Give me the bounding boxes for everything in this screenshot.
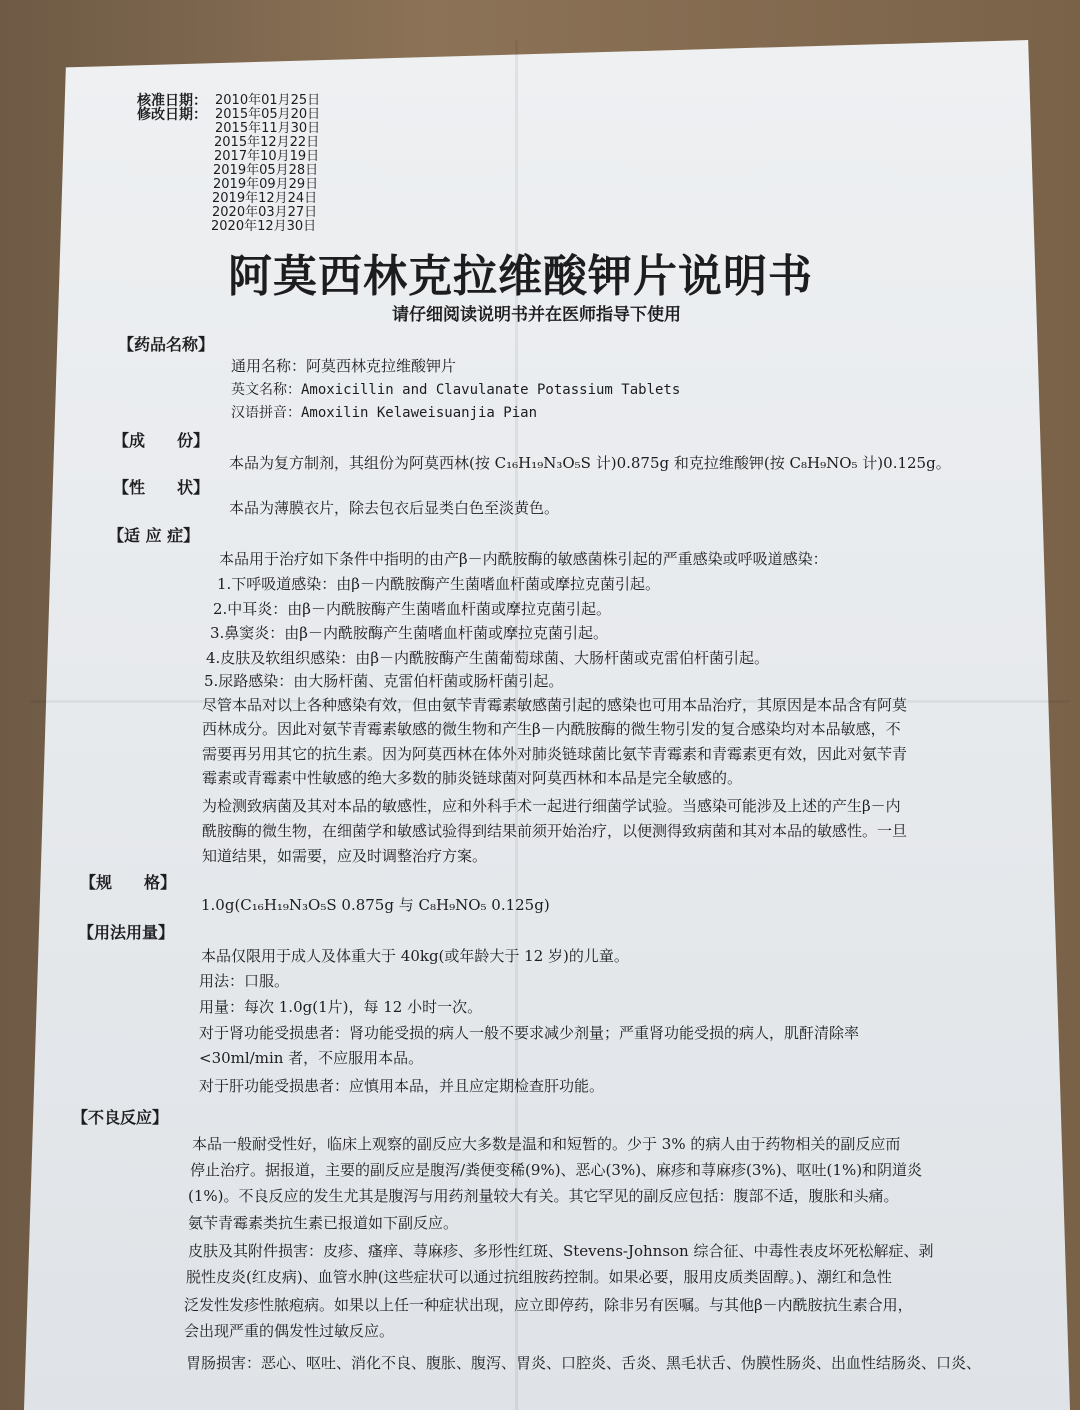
indications-line: 酰胺酶的微生物，在细菌学和敏感试验得到结果前须开始治疗，以便测得致病菌和其对本品的敏感性。一旦	[202, 822, 908, 840]
indications-line: 知道结果，如需要，应及时调整治疗方案。	[202, 847, 488, 865]
dosage-line: 本品仅限用于成人及体重大于 40kg(或年龄大于 12 岁)的儿童。	[201, 947, 629, 965]
indications-line: 2.中耳炎：由β－内酰胺酶产生菌嗜血杆菌或摩拉克菌引起。	[213, 600, 611, 618]
indications-line: 霉素或青霉素中性敏感的绝大多数的肺炎链球菌对阿莫西林和本品是完全敏感的。	[202, 769, 743, 787]
revise-date: 2019年09月29日	[213, 177, 319, 192]
section-heading-composition: 【成 份】	[113, 431, 210, 450]
indications-line: 1.下呼吸道感染：由β－内酰胺酶产生菌嗜血杆菌或摩拉克菌引起。	[217, 575, 660, 593]
adverse-reactions-line: 本品一般耐受性好，临床上观察的副反应大多数是温和和短暂的。少于 3% 的病人由于药物相关的副反应而	[192, 1135, 901, 1153]
section-heading-appearance: 【性 状】	[113, 478, 210, 497]
adverse-reactions-line: 氨苄青霉素类抗生素已报道如下副反应。	[188, 1214, 459, 1232]
revise-date: 2015年05月20日	[215, 107, 321, 122]
dosage-line: 对于肾功能受损患者：肾功能受损的病人一般不要求减少剂量；严重肾功能受损的病人，肌酐清除率	[199, 1024, 860, 1042]
revise-date: 2015年12月22日	[214, 135, 320, 150]
document-title: 阿莫西林克拉维酸钾片说明书	[228, 251, 813, 302]
indications-line: 需要再另用其它的抗生素。因为阿莫西林在体外对肺炎链球菌比氨苄青霉素和青霉素更有效，因此对氨苄青	[202, 745, 908, 763]
drug-name-line: 英文名称：Amoxicillin and Clavulanate Potassium Tablets	[231, 382, 681, 398]
dosage-line: 对于肝功能受损患者：应慎用本品，并且应定期检查肝功能。	[199, 1077, 605, 1095]
revise-date-label: 修改日期：	[137, 107, 207, 123]
revise-date: 2020年03月27日	[212, 205, 318, 220]
adverse-reactions-line: 脱性皮炎(红皮病)、血管水肿(这些症状可以通过抗组胺药控制。如果必要，服用皮质类固醇。)、潮红和急性	[186, 1268, 892, 1286]
indications-line: 尽管本品对以上各种感染有效，但由氨苄青霉素敏感菌引起的感染也可用本品治疗，其原因是本品含有阿莫	[202, 696, 908, 714]
document-subtitle: 请仔细阅读说明书并在医师指导下使用	[392, 305, 681, 325]
revise-date: 2020年12月30日	[211, 219, 317, 234]
dosage-line: 用法：口服。	[199, 972, 290, 990]
section-heading-specification: 【规 格】	[80, 873, 177, 892]
indications-line: 5.尿路感染：由大肠杆菌、克雷伯杆菌或肠杆菌引起。	[204, 672, 564, 690]
adverse-reactions-line: (1%)。不良反应的发生尤其是腹泻与用药剂量较大有关。其它罕见的副反应包括：腹部不适，腹胀和头痛。	[188, 1187, 899, 1205]
section-heading-adverse-reactions: 【不良反应】	[72, 1108, 169, 1127]
indications-line: 3.鼻窦炎：由β－内酰胺酶产生菌嗜血杆菌或摩拉克菌引起。	[210, 624, 608, 642]
appearance-line: 本品为薄膜衣片，除去包衣后显类白色至淡黄色。	[229, 499, 560, 517]
indications-line: 为检测致病菌及其对本品的敏感性，应和外科手术一起进行细菌学试验。当感染可能涉及上述的产生β－内	[202, 797, 901, 815]
revise-date: 2019年05月28日	[213, 163, 319, 178]
dosage-line: 用量：每次 1.0g(1片)，每 12 小时一次。	[199, 998, 483, 1016]
section-heading-dosage: 【用法用量】	[78, 923, 175, 942]
adverse-reactions-line: 皮肤及其附件损害：皮疹、瘙痒、荨麻疹、多形性红斑、Stevens-Johnson 综合征、中毒性表皮坏死松解症、剥	[188, 1242, 934, 1260]
adverse-reactions-line: 停止治疗。据报道，主要的副反应是腹泻/粪便变稀(9%)、恶心(3%)、麻疹和荨麻疹(3%)、呕吐(1%)和阴道炎	[190, 1161, 923, 1179]
dosage-line: <30ml/min 者，不应服用本品。	[199, 1049, 424, 1067]
section-heading-drug-name: 【药品名称】	[118, 335, 215, 354]
revise-date: 2019年12月24日	[212, 191, 318, 206]
revise-date: 2017年10月19日	[214, 149, 320, 164]
composition-line: 本品为复方制剂，其组份为阿莫西林(按 C₁₆H₁₉N₃O₅S 计)0.875g 和克拉维酸钾(按 C₈H₉NO₅ 计)0.125g。	[229, 454, 951, 472]
adverse-reactions-line: 会出现严重的偶发性过敏反应。	[184, 1322, 395, 1340]
revise-date: 2015年11月30日	[215, 121, 321, 136]
section-heading-indications: 【适 应 症】	[108, 526, 200, 545]
drug-name-line: 通用名称：阿莫西林克拉维酸钾片	[231, 357, 457, 375]
indications-line: 西林成分。因此对氨苄青霉素敏感的微生物和产生β－内酰胺酶的微生物引发的复合感染均对本品敏感，不	[202, 720, 901, 738]
indications-line: 本品用于治疗如下条件中指明的由产β－内酰胺酶的敏感菌株引起的严重感染或呼吸道感染：	[219, 550, 828, 568]
indications-line: 4.皮肤及软组织感染：由β－内酰胺酶产生菌葡萄球菌、大肠杆菌或克雷伯杆菌引起。	[206, 649, 769, 667]
specification-line: 1.0g(C₁₆H₁₉N₃O₅S 0.875g 与 C₈H₉NO₅ 0.125g)	[201, 896, 550, 914]
approve-date: 2010年01月25日	[215, 93, 321, 108]
adverse-reactions-line: 泛发性发疹性脓疱病。如果以上任一种症状出现，应立即停药，除非另有医嘱。与其他β－内酰胺抗生素合用，	[184, 1296, 913, 1314]
approve-date-label: 核准日期：	[137, 93, 207, 109]
adverse-reactions-line: 胃肠损害：恶心、呕吐、消化不良、腹胀、腹泻、胃炎、口腔炎、舌炎、黑毛状舌、伪膜性肠炎、出血性结肠炎、口炎、	[186, 1354, 982, 1372]
drug-name-line: 汉语拼音：Amoxilin Kelaweisuanjia Pian	[231, 405, 538, 421]
